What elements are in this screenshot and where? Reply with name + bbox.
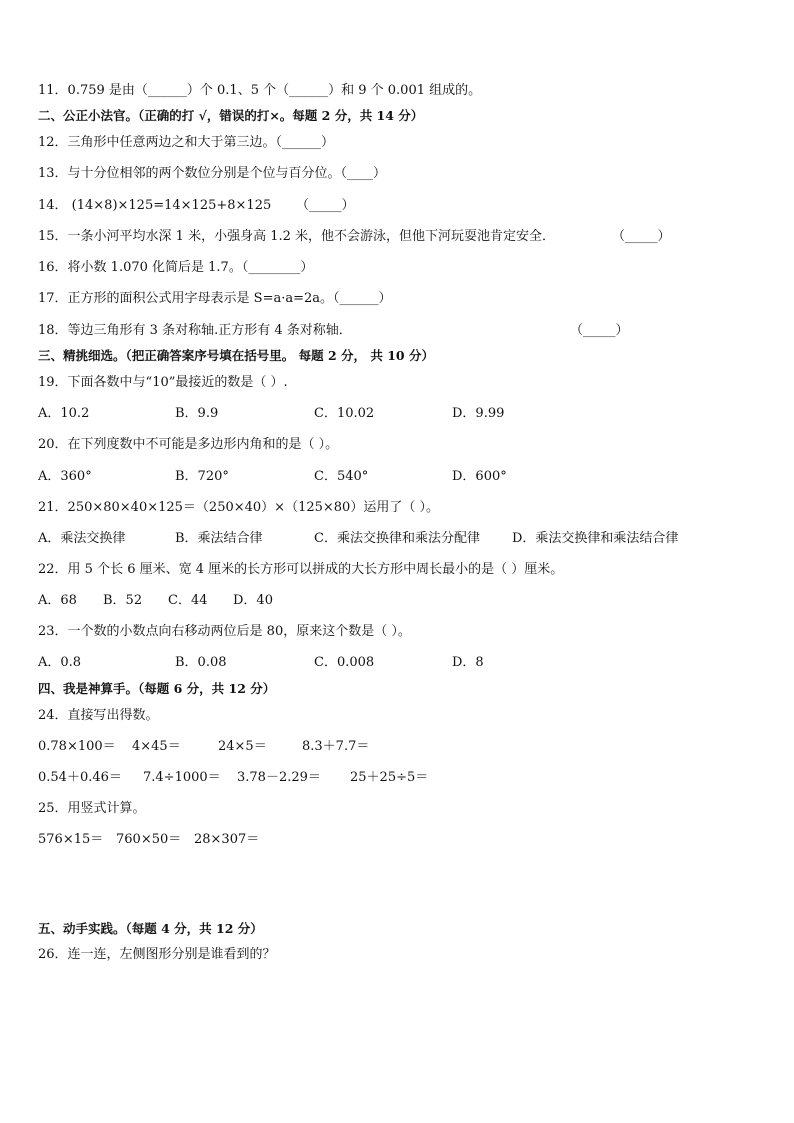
q18-blank: （_____） [570, 323, 629, 338]
q20: 20．在下列度数中不可能是多边形内角和的是（ ）。 [38, 437, 339, 452]
q11: 11．0.759 是由（______）个 0.1、5 个（______）和 9 个 0.001 组成的。 [38, 83, 482, 98]
q22: 22．用 5 个长 6 厘米、宽 4 厘米的长方形可以拼成的大长方形中周长最小的是（ ）厘米。 [38, 562, 564, 577]
q24-calc-2: 4×45＝ [132, 739, 181, 754]
q19-option-d: D．9.99 [452, 406, 505, 421]
q21: 21．250×80×40×125＝（250×40）×（125×80）运用了（ ）。 [38, 500, 439, 515]
section-5-heading: 五、动手实践。（每题 4 分，共 12 分） [38, 921, 263, 936]
q25: 25．用竖式计算。 [38, 801, 146, 816]
q24-calc-4: 8.3＋7.7＝ [302, 739, 370, 754]
q24-calc-6: 7.4÷1000＝ [143, 770, 221, 785]
q16: 16．将小数 1.070 化简后是 1.7。（________） [38, 260, 314, 275]
q26: 26．连一连，左侧图形分别是谁看到的？ [38, 947, 276, 962]
q24-calc-3: 24×5＝ [218, 739, 267, 754]
q22-option-a: A．68 [38, 593, 77, 608]
q14-blank: （_____） [296, 198, 355, 213]
q21-option-d: D．乘法交换律和乘法结合律 [512, 531, 679, 546]
q15-blank: （_____） [612, 229, 671, 244]
q13: 13．与十分位相邻的两个数位分别是个位与百分位。（____） [38, 166, 387, 181]
q24-calc-5: 0.54＋0.46＝ [38, 770, 122, 785]
q19-option-c: C．10.02 [314, 406, 375, 421]
q23-option-a: A．0.8 [38, 655, 82, 670]
q23-option-d: D．8 [452, 655, 484, 670]
q24-calc-1: 0.78×100＝ [38, 739, 116, 754]
q25-calc-2: 760×50＝ [116, 832, 182, 847]
q15: 15．一条小河平均水深 1 米，小强身高 1.2 米，他不会游泳，但他下河玩耍池肯定安全． [38, 229, 556, 244]
q20-option-b: B．720° [175, 469, 229, 484]
q12: 12．三角形中任意两边之和大于第三边。（______） [38, 135, 335, 150]
q14: 14． (14×8)×125=14×125+8×125 [38, 198, 272, 213]
q22-option-c: C．44 [168, 593, 208, 608]
q21-option-b: B．乘法结合律 [175, 531, 263, 546]
q19-option-b: B．9.9 [175, 406, 219, 421]
q24-calc-7: 3.78－2.29＝ [237, 770, 321, 785]
section-2-heading: 二、公正小法官。（正确的打 √，错误的打×。每题 2 分，共 14 分） [38, 108, 424, 123]
q21-option-a: A．乘法交换律 [38, 531, 126, 546]
section-3-heading: 三、精挑细选。（把正确答案序号填在括号里。 每题 2 分， 共 10 分） [38, 348, 434, 363]
q19: 19．下面各数中与“10”最接近的数是（ ）. [38, 375, 288, 390]
section-4-heading: 四、我是神算手。（每题 6 分，共 12 分） [38, 681, 276, 696]
q17: 17．正方形的面积公式用字母表示是 S=a·a=2a。（______） [38, 291, 392, 306]
q20-option-c: C．540° [314, 469, 369, 484]
q25-calc-3: 28×307＝ [194, 832, 260, 847]
q24-calc-8: 25＋25÷5＝ [350, 770, 429, 785]
q25-calc-1: 576×15＝ [38, 832, 104, 847]
q18: 18．等边三角形有 3 条对称轴.正方形有 4 条对称轴． [38, 323, 352, 338]
q23-option-c: C．0.008 [314, 655, 375, 670]
q22-option-b: B．52 [103, 593, 143, 608]
q24: 24．直接写出得数。 [38, 708, 159, 723]
q20-option-a: A．360° [38, 469, 92, 484]
q20-option-d: D．600° [452, 469, 507, 484]
q19-option-a: A．10.2 [38, 406, 90, 421]
q21-option-c: C．乘法交换律和乘法分配律 [314, 531, 480, 546]
q23: 23．一个数的小数点向右移动两位后是 80，原来这个数是（ ）。 [38, 624, 411, 639]
q22-option-d: D．40 [233, 593, 273, 608]
q23-option-b: B．0.08 [175, 655, 227, 670]
